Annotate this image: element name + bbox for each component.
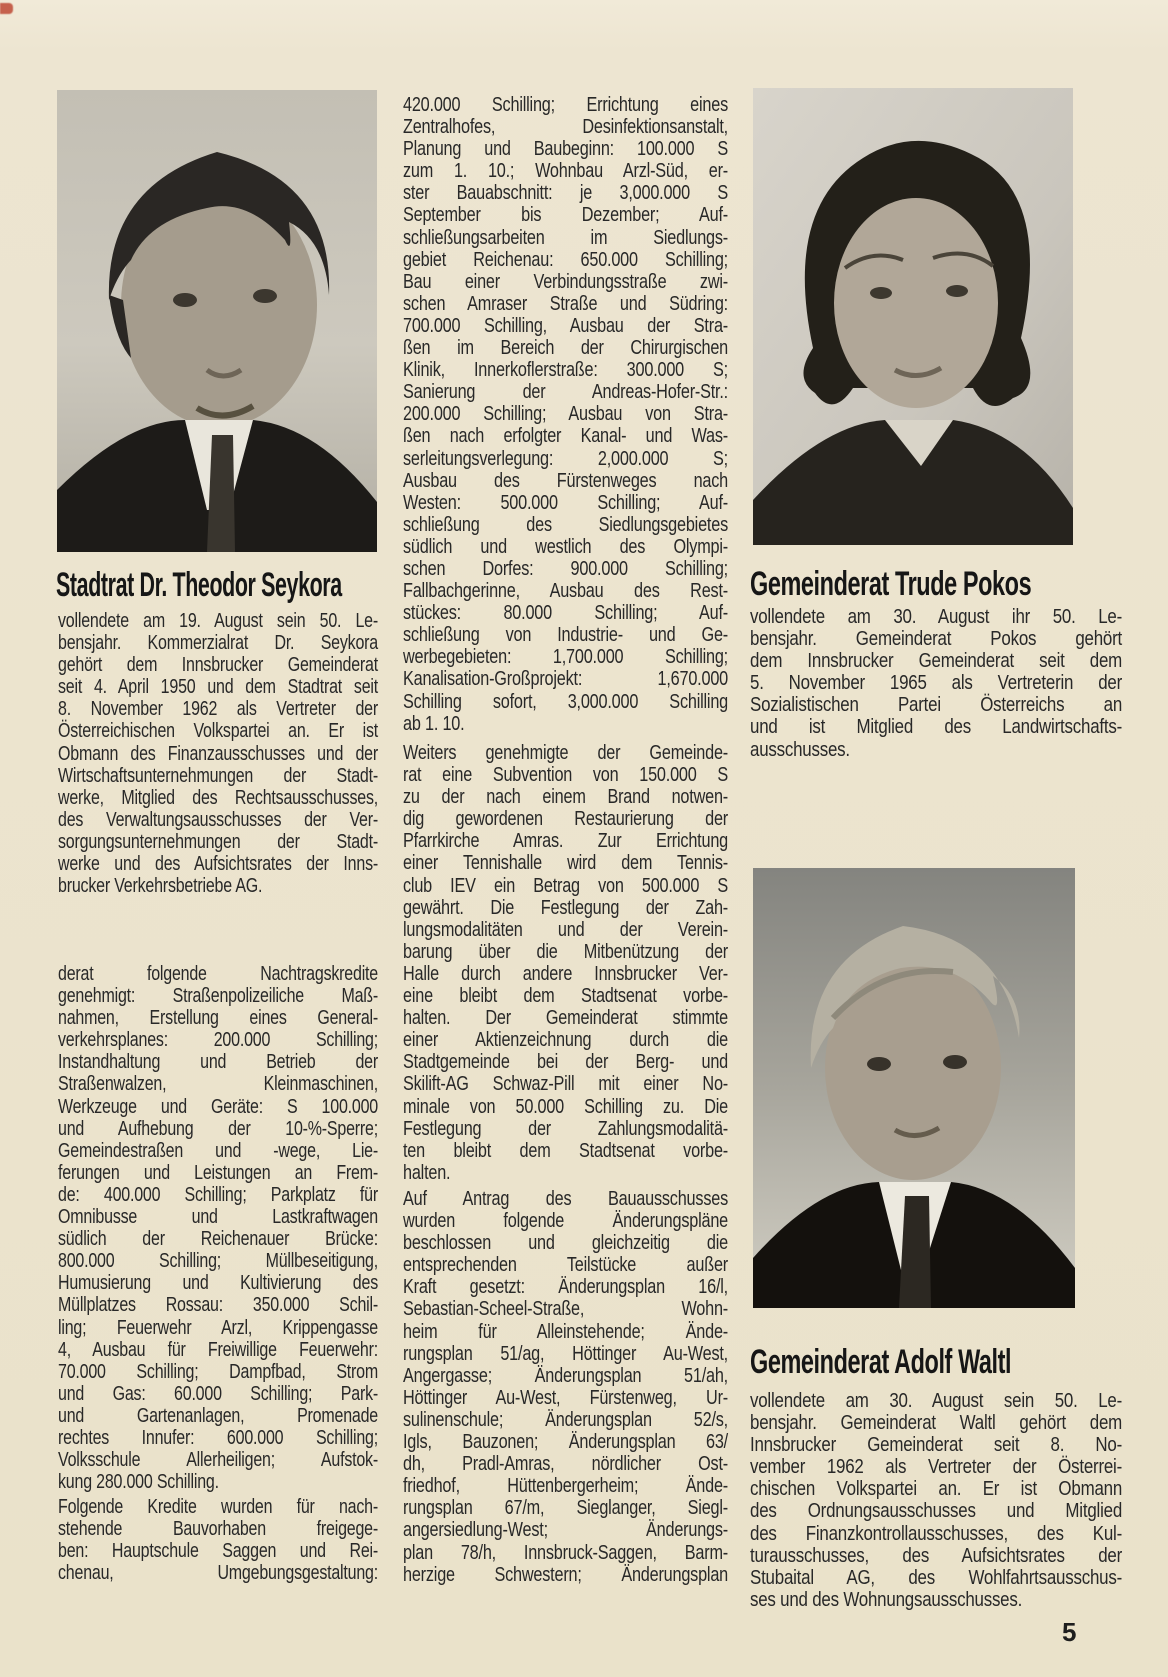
- text-line: Igls, Bauzonen; Änderungsplan 63/: [403, 1431, 728, 1454]
- text-line: vember 1962 als Vertreter der Österrei-: [750, 1456, 1123, 1479]
- text-line: chischen Volkspartei an. Er ist Obmann: [750, 1478, 1123, 1501]
- portrait-seykora-illustration: [57, 90, 377, 552]
- text-line: Ausbau des Fürstenweges nach: [403, 469, 728, 492]
- text-line: Omnibusse und Lastkraftwagen: [58, 1206, 378, 1229]
- text-line: Humusierung und Kultivierung des: [58, 1272, 378, 1295]
- text-line: Pfarrkirche Amras. Zur Errichtung: [403, 830, 728, 853]
- text-line: Kraft gesetzt: Änderungsplan 16/l,: [403, 1276, 728, 1299]
- text-line: ßen nach erfolgter Kanal- und Was-: [403, 425, 728, 448]
- portrait-photo-pokos: [753, 88, 1073, 545]
- heading-waltl: Gemeinderat Adolf Waltl: [750, 1343, 1012, 1381]
- text-line: bensjahr. Gemeinderat Waltl gehört dem: [750, 1412, 1123, 1435]
- text-line: Stubaital AG, des Wohlfahrtsausschus-: [750, 1566, 1123, 1589]
- text-line: dem Innsbrucker Gemeinderat seit dem: [750, 650, 1123, 673]
- portrait-photo-waltl: [753, 868, 1075, 1308]
- text-line: wurden folgende Änderungspläne: [403, 1210, 728, 1233]
- text-line: eine bleibt dem Stadtsenat vorbe-: [403, 985, 728, 1008]
- text-line: 700.000 Schilling, Ausbau der Stra-: [403, 314, 728, 337]
- text-line: kung 280.000 Schilling.: [58, 1471, 219, 1494]
- text-line: rungsplan 51/ag, Höttinger Au-West,: [403, 1342, 728, 1365]
- text-line: ster Bauabschnitt: je 3,000.000 S: [403, 182, 728, 205]
- text-line: heim für Alleinstehende; Ände-: [403, 1320, 728, 1343]
- portrait-photo-seykora: [57, 90, 377, 552]
- text-line: ten bleibt dem Stadtsenat vorbe-: [403, 1139, 728, 1162]
- left-column-credits-paragraph: [58, 963, 378, 1493]
- text-line: September bis Dezember; Auf-: [403, 204, 728, 227]
- text-line: gehört dem Innsbrucker Gemeinderat: [58, 654, 378, 677]
- page-number: 5: [1062, 1617, 1077, 1647]
- text-line: plan 78/h, Innsbruck-Saggen, Barm-: [403, 1541, 728, 1564]
- text-line: bensjahr. Gemeinderat Pokos gehört: [750, 628, 1123, 651]
- portrait-pokos-illustration: [753, 88, 1073, 545]
- text-line: und Gas: 60.000 Schilling; Park-: [58, 1382, 378, 1405]
- text-line: verkehrsplanes: 200.000 Schilling;: [58, 1029, 378, 1052]
- text-line: vollendete am 19. August sein 50. Le-: [58, 610, 378, 632]
- text-line: Halle durch andere Innsbrucker Ver-: [403, 962, 728, 985]
- text-line: friedhof, Hüttenbergerheim; Ände-: [403, 1475, 728, 1498]
- text-line: dig gewordenen Restaurierung der: [403, 808, 728, 831]
- text-line: des Finanzkontrollausschusses, des Kul-: [750, 1522, 1123, 1545]
- text-line: und Aufhebung der 10-%-Sperre;: [58, 1117, 378, 1140]
- text-line: Planung und Baubeginn: 100.000 S: [403, 138, 728, 161]
- text-line: seit 4. April 1950 und dem Stadtrat seit: [58, 676, 378, 699]
- text-line: südlich der Reichenauer Brücke:: [58, 1228, 378, 1251]
- text-line: schließungsarbeiten im Siedlungs-: [403, 226, 728, 249]
- text-line: gebiet Reichenau: 650.000 Schilling;: [403, 248, 728, 271]
- heading-seykora: Stadtrat Dr. Theodor Seykora: [56, 566, 342, 604]
- text-line: Schilling sofort, 3,000.000 Schilling: [403, 690, 728, 713]
- middle-column-aenderungsplaene-paragraph: [403, 1188, 728, 1586]
- text-line: 70.000 Schilling; Dampfbad, Strom: [58, 1360, 378, 1383]
- text-line: Müllplatzes Rossau: 350.000 Schil-: [58, 1294, 378, 1317]
- text-line: einer Aktienzeichnung durch die: [403, 1029, 728, 1052]
- text-line: 800.000 Schilling; Müllbeseitigung,: [58, 1250, 378, 1273]
- middle-column-credits-paragraph: [403, 94, 728, 735]
- text-line: bensjahr. Kommerzialrat Dr. Seykora: [58, 632, 378, 655]
- text-line: sulinenschule; Änderungsplan 52/s,: [403, 1408, 728, 1431]
- text-line: und Gartenanlagen, Promenade: [58, 1404, 378, 1427]
- text-line: schen Dorfes: 900.000 Schilling;: [403, 557, 728, 580]
- text-line: beschlossen und gleichzeitig die: [403, 1232, 728, 1255]
- text-line: Westen: 500.000 Schilling; Auf-: [403, 491, 728, 514]
- heading-pokos: Gemeinderat Trude Pokos: [750, 565, 1032, 603]
- text-line: schließung von Industrie- und Ge-: [403, 624, 728, 647]
- text-line: angersiedlung-West; Änderungs-: [403, 1519, 728, 1542]
- text-line: minale von 50.000 Schilling zu. Die: [403, 1095, 728, 1118]
- text-line: serleitungsverlegung: 2,000.000 S;: [403, 447, 728, 470]
- text-line: genehmigt: Straßenpolizeiliche Maß-: [58, 985, 378, 1008]
- text-line: zum 1. 10.; Wohnbau Arzl-Süd, er-: [403, 160, 728, 183]
- waltl-bio-paragraph: [750, 1390, 1122, 1611]
- text-line: Straßenwalzen, Kleinmaschinen,: [58, 1073, 378, 1096]
- text-line: Stadtgemeinde bei der Berg- und: [403, 1051, 728, 1074]
- text-line: herzige Schwestern; Änderungsplan: [403, 1563, 728, 1586]
- text-line: des Verwaltungsausschusses der Ver-: [58, 808, 378, 831]
- text-line: ferungen und Leistungen an Frem-: [58, 1161, 378, 1184]
- text-line: Instandhaltung und Betrieb der: [58, 1051, 378, 1074]
- text-line: brucker Verkehrsbetriebe AG.: [58, 875, 263, 898]
- text-line: ausschusses.: [750, 738, 850, 761]
- text-line: Folgende Kredite wurden für nach-: [58, 1496, 378, 1518]
- text-line: ses und des Wohnungsausschusses.: [750, 1588, 1023, 1611]
- text-line: werbegebieten: 1,700.000 Schilling;: [403, 646, 728, 669]
- text-line: ßen im Bereich der Chirurgischen: [403, 337, 728, 360]
- text-line: schließung des Siedlungsgebietes: [403, 513, 728, 536]
- text-line: sorgungsunternehmungen der Stadt-: [58, 830, 378, 853]
- text-line: und ist Mitglied des Landwirtschafts-: [750, 716, 1123, 739]
- text-line: Österreichischen Volkspartei an. Er ist: [58, 720, 378, 743]
- text-line: Weiters genehmigte der Gemeinde-: [403, 742, 728, 764]
- portrait-waltl-illustration: [753, 868, 1075, 1308]
- text-line: de: 400.000 Schilling; Parkplatz für: [58, 1183, 378, 1206]
- text-line: werke und des Aufsichtsrates der Inns-: [58, 853, 378, 876]
- text-line: Festlegung der Zahlungsmodalitä-: [403, 1117, 728, 1140]
- text-line: gewährt. Die Festlegung der Zah-: [403, 896, 728, 919]
- text-line: 4, Ausbau für Freiwillige Feuerwehr:: [58, 1338, 378, 1361]
- text-line: vollendete am 30. August ihr 50. Le-: [750, 606, 1123, 628]
- seykora-bio-paragraph: [58, 610, 378, 897]
- text-line: Klinik, Innerkoflerstraße: 300.000 S;: [403, 359, 728, 382]
- text-line: chenau, Umgebungsgestaltung:: [58, 1562, 378, 1585]
- text-line: werke, Mitglied des Rechtsausschusses,: [58, 786, 378, 809]
- text-line: schen Amraser Straße und Südring:: [403, 292, 728, 315]
- text-line: club IEV ein Betrag von 500.000 S: [403, 874, 728, 897]
- text-line: dh, Pradl-Amras, nördlicher Ost-: [403, 1453, 728, 1476]
- text-line: ling; Feuerwehr Arzl, Krippengasse: [58, 1316, 378, 1339]
- text-line: Wirtschaftsunternehmungen der Stadt-: [58, 764, 378, 787]
- text-line: Höttinger Au-West, Fürstenweg, Ur-: [403, 1386, 728, 1409]
- red-print-artifact: [0, 3, 13, 14]
- text-line: stehende Bauvorhaben freigege-: [58, 1518, 378, 1541]
- text-line: 5. November 1965 als Vertreterin der: [750, 672, 1123, 695]
- text-line: ben: Hauptschule Saggen und Rei-: [58, 1540, 378, 1563]
- text-line: Volksschule Allerheiligen; Aufstok-: [58, 1449, 378, 1472]
- text-line: stückes: 80.000 Schilling; Auf-: [403, 602, 728, 625]
- text-line: 420.000 Schilling; Errichtung eines: [403, 94, 728, 116]
- text-line: einer Tennishalle wird dem Tennis-: [403, 852, 728, 875]
- text-line: Gemeindestraßen und -wege, Lie-: [58, 1139, 378, 1162]
- text-line: barung über die Mitbenützung der: [403, 940, 728, 963]
- text-line: zu der nach einem Brand notwen-: [403, 786, 728, 809]
- text-line: des Ordnungsausschusses und Mitglied: [750, 1500, 1123, 1523]
- text-line: Sozialistischen Partei Österreichs an: [750, 694, 1123, 717]
- text-line: ab 1. 10.: [403, 712, 465, 735]
- text-line: turausschusses, des Aufsichtsrates der: [750, 1544, 1123, 1567]
- text-line: rechtes Innufer: 600.000 Schilling;: [58, 1426, 378, 1449]
- text-line: Fallbachgerinne, Ausbau des Rest-: [403, 580, 728, 603]
- text-line: derat folgende Nachtragskredite: [58, 963, 378, 985]
- text-line: lungsmodalitäten und der Verein-: [403, 918, 728, 941]
- text-line: Sanierung der Andreas-Hofer-Str.:: [403, 381, 728, 404]
- text-line: vollendete am 30. August sein 50. Le-: [750, 1390, 1123, 1412]
- text-line: Zentralhofes, Desinfektionsanstalt,: [403, 116, 728, 139]
- text-line: Bau einer Verbindungsstraße zwi-: [403, 270, 728, 293]
- text-line: rungsplan 67/m, Sieglanger, Siegl-: [403, 1497, 728, 1520]
- text-line: 200.000 Schilling; Ausbau von Stra-: [403, 403, 728, 426]
- text-line: Obmann des Finanzausschusses und der: [58, 742, 378, 765]
- left-column-building-projects-paragraph: [58, 1496, 378, 1584]
- middle-column-subvention-paragraph: [403, 742, 728, 1184]
- text-line: entsprechenden Teilstücke außer: [403, 1254, 728, 1277]
- text-line: Auf Antrag des Bauausschusses: [403, 1188, 728, 1210]
- text-line: halten. Der Gemeinderat stimmte: [403, 1007, 728, 1030]
- text-line: Werkzeuge und Geräte: S 100.000: [58, 1095, 378, 1118]
- text-line: rat eine Subvention von 150.000 S: [403, 764, 728, 787]
- text-line: Skilift-AG Schwaz-Pill mit einer No-: [403, 1073, 728, 1096]
- text-line: halten.: [403, 1161, 451, 1184]
- pokos-bio-paragraph: [750, 606, 1122, 761]
- text-line: Angergasse; Änderungsplan 51/ah,: [403, 1364, 728, 1387]
- text-line: Innsbrucker Gemeinderat seit 8. No-: [750, 1434, 1123, 1457]
- text-line: nahmen, Erstellung eines General-: [58, 1007, 378, 1030]
- text-line: südlich und westlich des Olympi-: [403, 535, 728, 558]
- text-line: Sebastian-Scheel-Straße, Wohn-: [403, 1298, 728, 1321]
- text-line: 8. November 1962 als Vertreter der: [58, 698, 378, 721]
- text-line: Kanalisation-Großprojekt: 1,670.000: [403, 668, 728, 691]
